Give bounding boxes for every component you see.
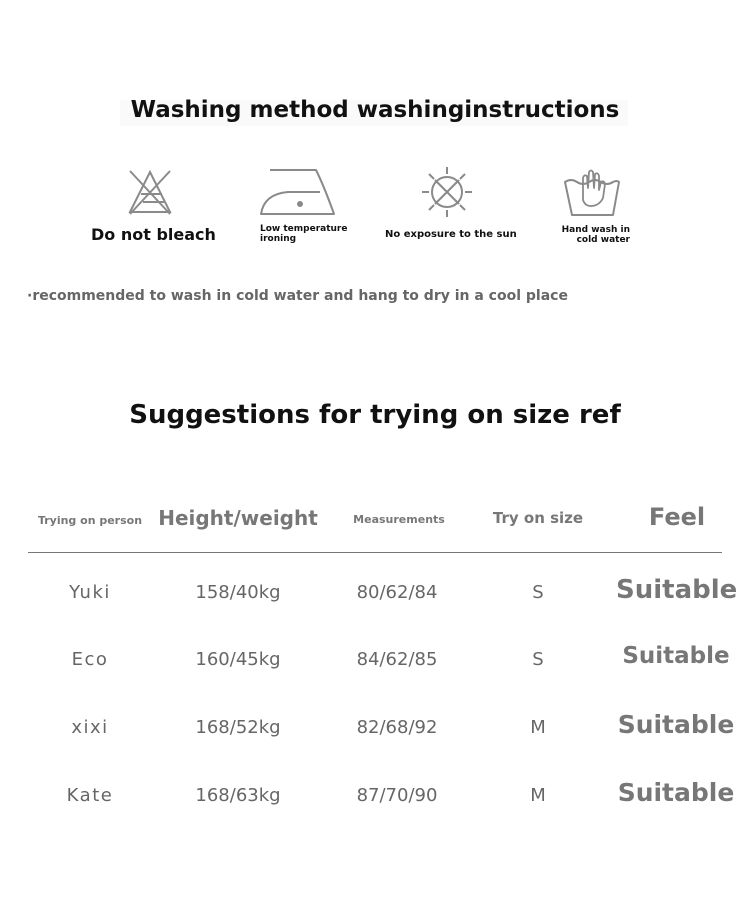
header-measurements: Measurements	[353, 513, 445, 526]
no-sun-label: No exposure to the sun	[385, 229, 517, 240]
table-row-3-feel: Suitable	[617, 710, 735, 739]
hand-wash-icon	[563, 168, 621, 218]
table-row-3-measurements: 82/68/92	[356, 717, 438, 738]
no-sun-icon	[421, 166, 473, 218]
table-row-2-name: Eco	[71, 649, 109, 670]
iron-low-temp-label: Low temperature ironing	[260, 224, 348, 244]
header-feel: Feel	[648, 503, 706, 531]
header-divider	[28, 552, 722, 553]
table-row-4-size: M	[530, 785, 546, 806]
table-row-3-hw: 168/52kg	[195, 717, 281, 738]
table-row-4-name: Kate	[66, 785, 114, 806]
iron-low-temp-icon	[258, 166, 338, 218]
table-row-4-feel: Suitable	[617, 778, 735, 807]
care-note: ·recommended to wash in cold water and hang to dry in a cool place	[27, 288, 568, 304]
no-bleach-icon	[127, 168, 173, 216]
header-person: Trying on person	[37, 514, 143, 527]
header-height-weight: Height/weight	[158, 506, 318, 530]
table-row-2-feel: Suitable	[622, 643, 730, 669]
table-row-4-measurements: 87/70/90	[356, 785, 438, 806]
table-row-2-measurements: 84/62/85	[356, 649, 438, 670]
table-row-1-size: S	[532, 582, 544, 603]
table-row-2-size: S	[532, 649, 544, 670]
header-try-size: Try on size	[492, 509, 584, 527]
table-row-1-feel: Suitable	[616, 575, 738, 605]
table-row-4-hw: 168/63kg	[195, 785, 281, 806]
washing-title: Washing method washinginstructions	[130, 97, 620, 123]
table-row-3-name: xixi	[71, 717, 109, 738]
hand-wash-label: Hand wash in cold water	[561, 225, 630, 245]
table-row-1-name: Yuki	[69, 582, 111, 603]
size-title: Suggestions for trying on size ref	[129, 400, 621, 430]
table-row-1-measurements: 80/62/84	[356, 582, 438, 603]
table-row-2-hw: 160/45kg	[195, 649, 281, 670]
no-bleach-label: Do not bleach	[91, 225, 216, 244]
table-row-3-size: M	[530, 717, 546, 738]
table-row-1-hw: 158/40kg	[195, 582, 281, 603]
